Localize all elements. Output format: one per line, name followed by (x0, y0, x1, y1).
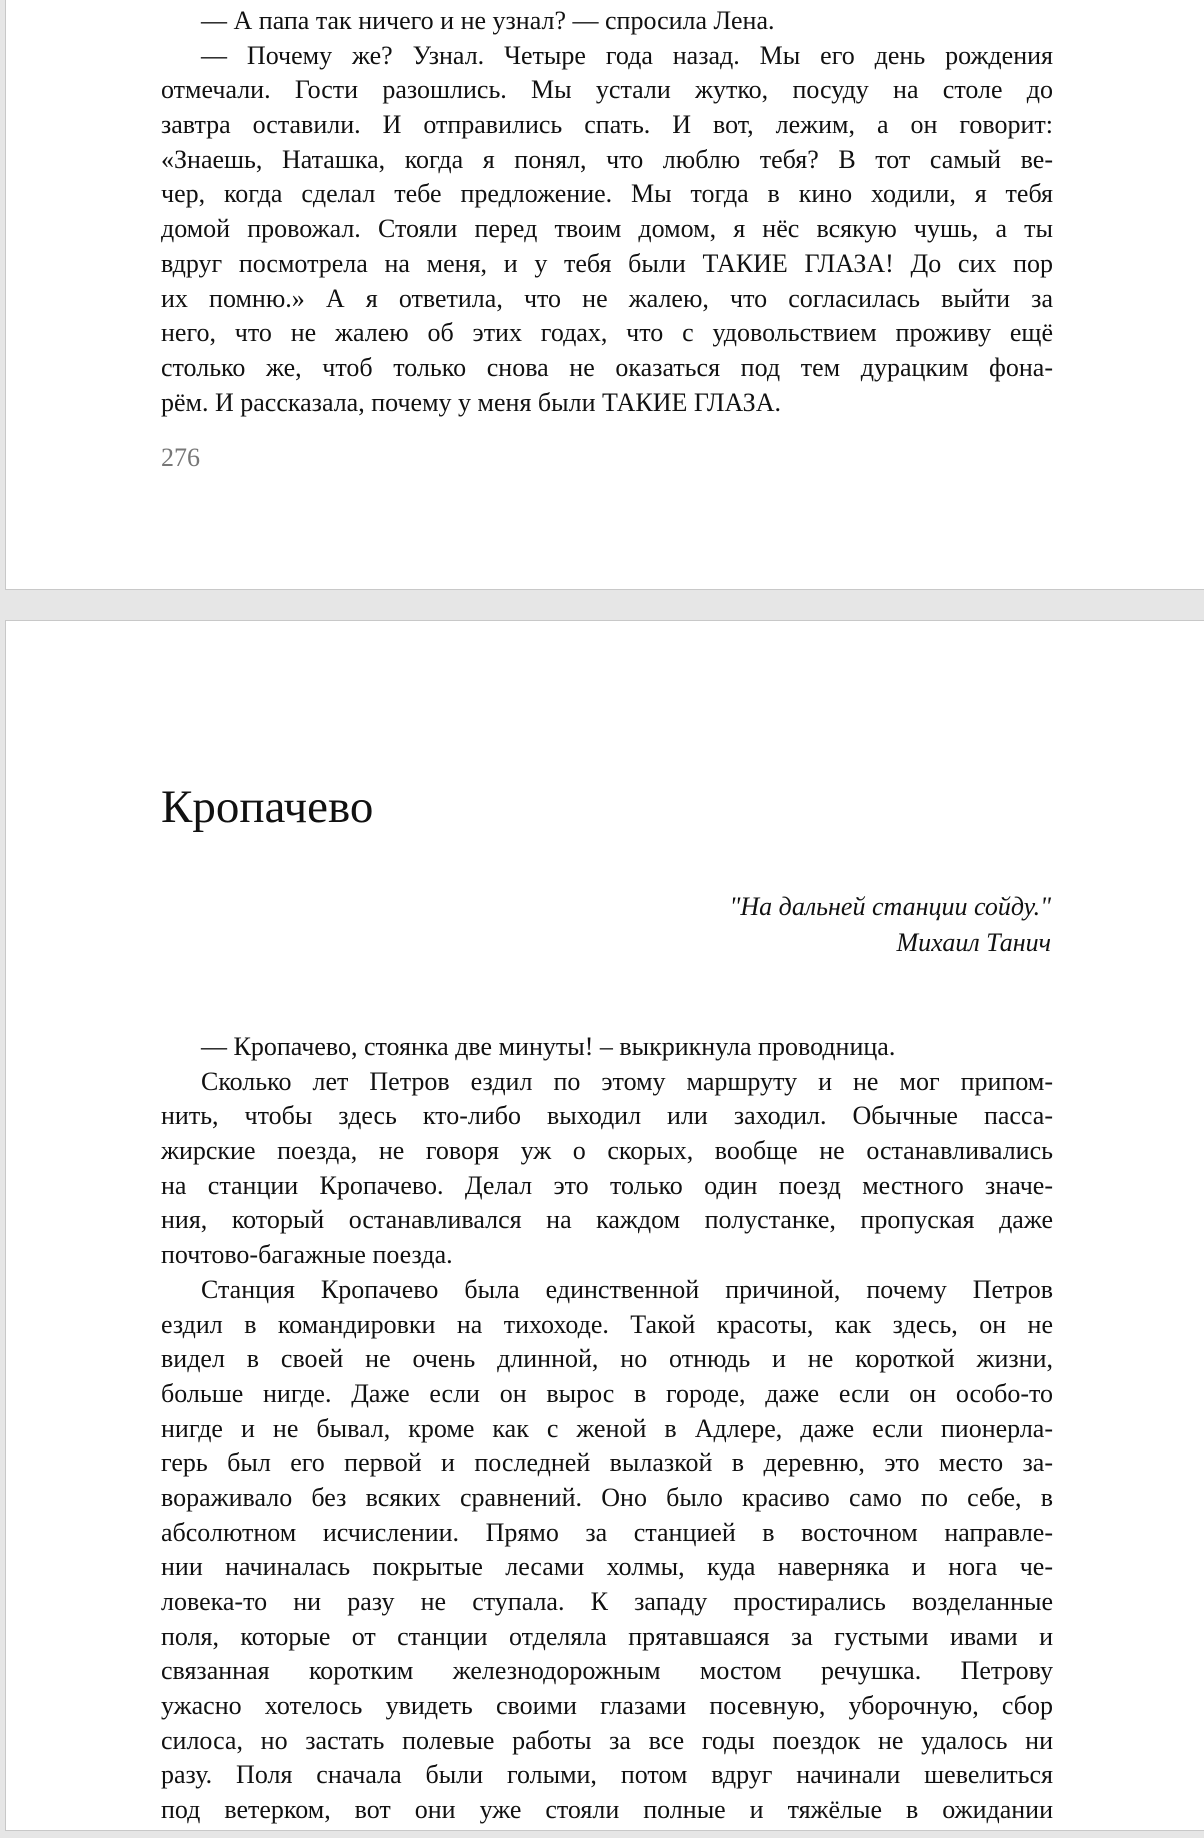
text-line: вораживало без всяких сравнений. Оно было красиво само по себе, в (161, 1482, 1053, 1512)
page-body-text (161, 4, 1053, 420)
text-line: разу. Поля сначала были голыми, потом вдруг начинали шевелиться (161, 1760, 1053, 1790)
text-line: нить, чтобы здесь кто-либо выходил или заходил. Обычные пасса- (161, 1101, 1053, 1131)
text-line: герь был его первой и последней вылазкой в деревню, это место за- (161, 1448, 1053, 1478)
text-line: связанная коротким железнодорожным мостом речушка. Петрову (161, 1656, 1053, 1686)
chapter-title: Кропачево (161, 781, 374, 833)
text-line: — А папа так ничего и не узнал? — спросила Лена. (201, 6, 775, 35)
text-line: домой провожал. Стояли перед твоим домом, я нёс всякую чушь, а ты (161, 214, 1053, 244)
epigraph (729, 889, 1051, 961)
document-page-276 (5, 0, 1204, 590)
text-line: почтово-багажные поезда. (161, 1240, 453, 1270)
text-line: «Знаешь, Наташка, когда я понял, что люблю тебя? В тот самый ве- (161, 144, 1053, 174)
text-line: чер, когда сделал тебе предложение. Мы тогда в кино ходили, я тебя (161, 179, 1053, 209)
epigraph-author: Михаил Танич (896, 928, 1051, 957)
text-line: Станция Кропачево была единственной причиной, почему Петров (201, 1274, 1053, 1304)
text-line: ездил в командировки на тихоходе. Такой красоты, как здесь, он не (161, 1309, 1053, 1339)
epigraph-quote: "На дальней станции сойду." (729, 892, 1051, 921)
page-number: 276 (161, 443, 200, 472)
text-line: нии начиналась покрытые лесами холмы, куда наверняка и нога че- (161, 1552, 1053, 1582)
text-line: под ветерком, вот они уже стояли полные и тяжёлые в ожидании (161, 1795, 1053, 1825)
text-line: — Кропачево, стоянка две минуты! – выкрикнула проводница. (201, 1032, 896, 1061)
text-line: силоса, но застать полевые работы за все годы поездок не удалось ни (161, 1725, 1053, 1755)
text-line: поля, которые от станции отделяла прятавшаяся за густыми ивами и (161, 1621, 1053, 1651)
text-line: видел в своей не очень длинной, но отнюдь и не короткой жизни, (161, 1344, 1053, 1374)
text-line: жирские поезда, не говоря уж о скорых, вообще не останавливались (161, 1136, 1053, 1166)
text-line: абсолютном исчислении. Прямо за станцией в восточном направле- (161, 1517, 1053, 1547)
text-line: Сколько лет Петров ездил по этому маршруту и не мог припом- (201, 1066, 1053, 1096)
text-line: него, что не жалею об этих годах, что с удовольствием проживу ещё (161, 318, 1053, 348)
text-line: нигде и не бывал, кроме как с женой в Адлере, даже если пионерла- (161, 1413, 1053, 1443)
text-line: ловека-то ни разу не ступала. К западу простирались возделанные (161, 1587, 1053, 1616)
page-body-text (161, 1030, 1053, 1828)
text-line: рём. И рассказала, почему у меня были ТАКИЕ ГЛАЗА. (161, 387, 781, 417)
text-line: завтра оставили. И отправились спать. И вот, лежим, а он говорит: (161, 110, 1053, 140)
text-line: отмечали. Гости разошлись. Мы устали жутко, посуду на столе до (161, 75, 1053, 105)
text-line: вдруг посмотрела на меня, и у тебя были ТАКИЕ ГЛАЗА! До сих пор (161, 248, 1053, 278)
text-line: больше нигде. Даже если он вырос в городе, даже если он особо-то (161, 1378, 1053, 1408)
text-line: столько же, чтоб только снова не оказаться под тем дурацким фона- (161, 352, 1053, 382)
text-line: ния, который останавливался на каждом полустанке, пропуская даже (161, 1205, 1053, 1235)
text-line: — Почему же? Узнал. Четыре года назад. Мы его день рождения (201, 40, 1053, 70)
text-line: их помню.» А я ответила, что не жалею, что согласилась выйти за (161, 283, 1053, 313)
text-line: ужасно хотелось увидеть своими глазами посевную, уборочную, сбор (161, 1691, 1053, 1721)
text-line: на станции Кропачево. Делал это только один поезд местного значе- (161, 1170, 1053, 1200)
document-page-next (5, 620, 1204, 1831)
